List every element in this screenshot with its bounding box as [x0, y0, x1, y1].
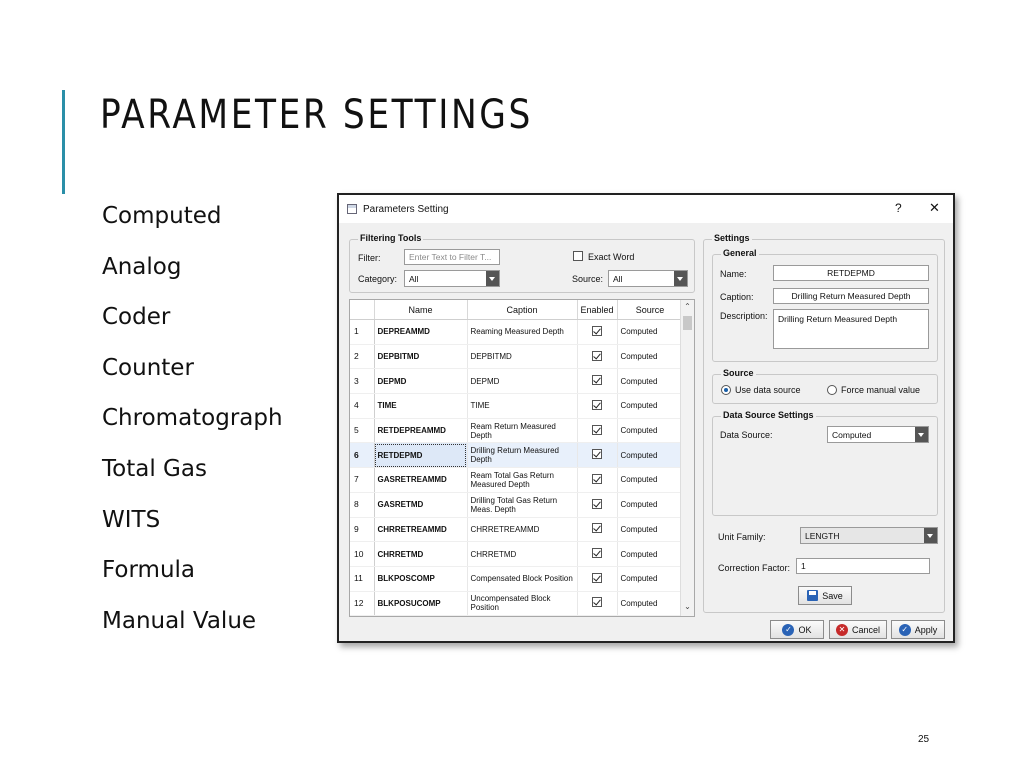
- checkbox-checked-icon[interactable]: [592, 425, 602, 435]
- parameter-source: Computed: [617, 591, 683, 616]
- cancel-icon: ✕: [836, 624, 848, 636]
- chevron-down-icon: [924, 528, 937, 543]
- chevron-down-icon: [915, 427, 928, 442]
- enabled-checkbox: [577, 542, 617, 567]
- enabled-checkbox: [577, 517, 617, 542]
- table-row[interactable]: [350, 369, 683, 394]
- parameter-name: RETDEPMD: [374, 443, 467, 468]
- window-icon: [347, 204, 357, 214]
- list-item: Manual Value: [102, 607, 257, 634]
- save-button-label: Save: [822, 590, 843, 601]
- row-number: 8: [350, 492, 374, 517]
- general-legend: General: [723, 248, 757, 258]
- description-label: Description:: [720, 311, 768, 321]
- list-item: WITS: [102, 506, 161, 533]
- row-number: 6: [350, 443, 374, 468]
- apply-button-label: Apply: [914, 624, 938, 635]
- title-accent-bar: [62, 90, 65, 194]
- general-group: [712, 248, 938, 362]
- enabled-checkbox: [577, 394, 617, 419]
- category-select[interactable]: [404, 270, 500, 287]
- list-item: Counter: [102, 354, 194, 381]
- list-item: Computed: [102, 203, 222, 229]
- enabled-checkbox: [577, 492, 617, 517]
- name-label: Name:: [720, 269, 747, 279]
- table-header-row: [350, 300, 683, 320]
- table-row[interactable]: [350, 542, 683, 567]
- table-row[interactable]: [350, 344, 683, 369]
- parameter-caption: Uncompensated Block Position: [467, 591, 577, 616]
- row-number: 1: [350, 320, 374, 345]
- slide-title: PARAMETER SETTINGS: [100, 92, 533, 138]
- ok-button[interactable]: [770, 620, 824, 639]
- settings-group: [703, 233, 945, 613]
- cancel-button[interactable]: [829, 620, 887, 639]
- parameter-caption: Drilling Total Gas Return Meas. Depth: [467, 492, 577, 517]
- exact-word-label: Exact Word: [588, 252, 635, 262]
- source-filter-value: All: [613, 274, 623, 284]
- parameters-table[interactable]: [349, 299, 695, 617]
- parameter-caption: Compensated Block Position: [467, 566, 577, 591]
- table-row[interactable]: [350, 418, 683, 443]
- table-scrollbar[interactable]: [680, 300, 694, 616]
- checkbox-checked-icon[interactable]: [592, 597, 602, 607]
- parameter-source: Computed: [617, 344, 683, 369]
- enabled-checkbox: [577, 344, 617, 369]
- row-number: 7: [350, 468, 374, 493]
- scroll-up-icon[interactable]: ⌃: [684, 302, 691, 311]
- table-row[interactable]: [350, 468, 683, 493]
- use-data-source-radio[interactable]: [721, 385, 731, 395]
- parameter-caption: Drilling Return Measured Depth: [467, 443, 577, 468]
- parameter-source: Computed: [617, 394, 683, 419]
- row-number: 3: [350, 369, 374, 394]
- parameter-source: Computed: [617, 369, 683, 394]
- parameter-name: DEPREAMMD: [374, 320, 467, 345]
- row-number: 4: [350, 394, 374, 419]
- parameter-source: Computed: [617, 443, 683, 468]
- parameter-source: Computed: [617, 542, 683, 567]
- parameter-caption: Ream Total Gas Return Measured Depth: [467, 468, 577, 493]
- column-header-source[interactable]: Source: [617, 300, 683, 320]
- enabled-checkbox: [577, 443, 617, 468]
- force-manual-radio[interactable]: [827, 385, 837, 395]
- table-row[interactable]: [350, 492, 683, 517]
- parameters-setting-dialog: [337, 193, 955, 643]
- checkbox-checked-icon[interactable]: [592, 449, 602, 459]
- row-number: 5: [350, 418, 374, 443]
- enabled-checkbox: [577, 468, 617, 493]
- parameter-name: BLKPOSCOMP: [374, 566, 467, 591]
- checkbox-checked-icon[interactable]: [592, 499, 602, 509]
- parameter-name: CHRRETREAMMD: [374, 517, 467, 542]
- checkbox-checked-icon[interactable]: [592, 523, 602, 533]
- column-header-enabled[interactable]: Enabled: [577, 300, 617, 320]
- row-number: 11: [350, 566, 374, 591]
- close-icon[interactable]: ✕: [929, 200, 940, 215]
- parameter-caption: TIME: [467, 394, 577, 419]
- checkbox-checked-icon[interactable]: [592, 375, 602, 385]
- use-data-source-label: Use data source: [735, 385, 801, 395]
- chevron-down-icon: [486, 271, 499, 286]
- enabled-checkbox: [577, 566, 617, 591]
- data-source-select[interactable]: [827, 426, 929, 443]
- table-row[interactable]: [350, 394, 683, 419]
- parameter-source: Computed: [617, 320, 683, 345]
- row-number: 12: [350, 591, 374, 616]
- data-source-label: Data Source:: [720, 430, 773, 440]
- checkbox-checked-icon[interactable]: [592, 400, 602, 410]
- row-number: 2: [350, 344, 374, 369]
- table-row[interactable]: [350, 591, 683, 616]
- parameter-name: RETDEPREAMMD: [374, 418, 467, 443]
- parameter-source: Computed: [617, 566, 683, 591]
- dialog-title: Parameters Setting: [363, 204, 449, 215]
- checkbox-checked-icon[interactable]: [592, 351, 602, 361]
- parameter-name: BLKPOSUCOMP: [374, 591, 467, 616]
- filter-input[interactable]: Enter Text to Filter T...: [404, 249, 500, 265]
- apply-button[interactable]: [891, 620, 945, 639]
- row-number: 10: [350, 542, 374, 567]
- parameter-caption: CHRRETREAMMD: [467, 517, 577, 542]
- parameter-name: CHRRETMD: [374, 542, 467, 567]
- table-row[interactable]: [350, 320, 683, 345]
- table-row[interactable]: [350, 443, 683, 468]
- category-label: Category:: [358, 274, 398, 284]
- settings-legend: Settings: [714, 233, 750, 243]
- parameter-name: DEPBITMD: [374, 344, 467, 369]
- data-source-settings-group: [712, 410, 938, 516]
- column-header-caption[interactable]: Caption: [467, 300, 577, 320]
- list-item: Chromatograph: [102, 405, 283, 432]
- checkbox-checked-icon[interactable]: [592, 573, 602, 583]
- column-header-name[interactable]: Name: [374, 300, 467, 320]
- enabled-checkbox: [577, 591, 617, 616]
- caption-label: Caption:: [720, 292, 754, 302]
- parameter-source: Computed: [617, 492, 683, 517]
- correction-factor-label: Correction Factor:: [718, 563, 791, 573]
- save-disk-icon: [807, 590, 818, 601]
- dialog-titlebar[interactable]: [339, 195, 953, 223]
- parameter-source: Computed: [617, 517, 683, 542]
- list-item: Analog: [102, 253, 182, 280]
- parameter-source: Computed: [617, 468, 683, 493]
- scroll-down-icon[interactable]: ⌄: [684, 602, 691, 611]
- checkbox-checked-icon[interactable]: [592, 548, 602, 558]
- row-number-header: [350, 300, 374, 320]
- source-filter-select[interactable]: [608, 270, 688, 287]
- parameter-name: GASRETMD: [374, 492, 467, 517]
- caption-field[interactable]: Drilling Return Measured Depth: [773, 288, 929, 304]
- enabled-checkbox: [577, 418, 617, 443]
- checkbox-checked-icon[interactable]: [592, 326, 602, 336]
- parameter-source: Computed: [617, 418, 683, 443]
- check-icon: ✓: [782, 624, 794, 636]
- source-group: [712, 368, 938, 404]
- filter-label: Filter:: [358, 253, 381, 263]
- unit-family-select[interactable]: [800, 527, 938, 544]
- page-number: 25: [918, 734, 930, 745]
- parameter-name: GASRETREAMMD: [374, 468, 467, 493]
- table-body: [350, 320, 683, 616]
- cancel-button-label: Cancel: [851, 624, 880, 635]
- parameter-name: TIME: [374, 394, 467, 419]
- parameter-caption: CHRRETMD: [467, 542, 577, 567]
- unit-family-value: LENGTH: [805, 531, 840, 541]
- enabled-checkbox: [577, 369, 617, 394]
- table-row[interactable]: [350, 517, 683, 542]
- name-field[interactable]: RETDEPMD: [773, 265, 929, 281]
- parameter-caption: DEPBITMD: [467, 344, 577, 369]
- data-source-settings-legend: Data Source Settings: [723, 410, 814, 420]
- source-type-list: [102, 200, 283, 655]
- checkbox-checked-icon[interactable]: [592, 474, 602, 484]
- source-legend: Source: [723, 368, 754, 378]
- list-item: Total Gas: [102, 455, 207, 482]
- check-icon: ✓: [899, 624, 911, 636]
- scroll-thumb[interactable]: [683, 316, 692, 330]
- exact-word-checkbox[interactable]: [573, 251, 583, 261]
- row-number: 9: [350, 517, 374, 542]
- data-source-value: Computed: [832, 430, 872, 440]
- help-icon[interactable]: ?: [895, 201, 902, 215]
- filtering-tools-group: [349, 233, 695, 293]
- ok-button-label: OK: [798, 624, 812, 635]
- chevron-down-icon: [674, 271, 687, 286]
- category-value: All: [409, 274, 419, 284]
- parameter-caption: Reaming Measured Depth: [467, 320, 577, 345]
- description-field[interactable]: Drilling Return Measured Depth: [773, 309, 929, 349]
- filtering-tools-legend: Filtering Tools: [360, 233, 422, 243]
- parameter-name: DEPMD: [374, 369, 467, 394]
- enabled-checkbox: [577, 320, 617, 345]
- source-filter-label: Source:: [572, 274, 604, 284]
- table-row[interactable]: [350, 566, 683, 591]
- save-button[interactable]: [798, 586, 852, 605]
- parameter-caption: DEPMD: [467, 369, 577, 394]
- unit-family-label: Unit Family:: [718, 532, 766, 542]
- force-manual-label: Force manual value: [841, 385, 921, 395]
- correction-factor-field[interactable]: 1: [796, 558, 930, 574]
- list-item: Formula: [102, 557, 195, 584]
- parameter-caption: Ream Return Measured Depth: [467, 418, 577, 443]
- list-item: Coder: [102, 304, 171, 331]
